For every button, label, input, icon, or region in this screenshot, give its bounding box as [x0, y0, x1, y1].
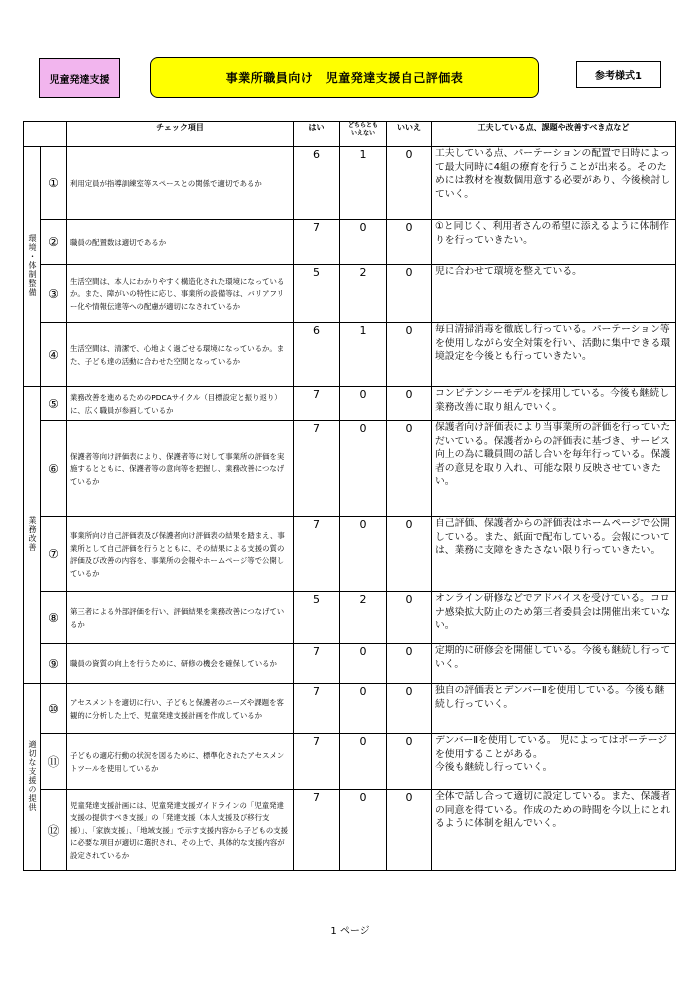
- row-number: ⑨: [41, 644, 67, 684]
- check-item-text: 児童発達支援計画には、児童発達支援ガイドラインの「児童発達支援の提供すべき支援」の「発達支援（本人支援及び移行支援）」、「家族支援」、「地域支援」で示す支援内容から子どもの支援に必要な項目が適切に選択され、その上で、具体的な支援内容が設定されているか: [67, 790, 294, 871]
- improvement-note: 定期的に研修会を開催している。今後も継続し行っていく。: [432, 644, 676, 684]
- either-count: 2: [340, 265, 387, 323]
- yes-count: 6: [294, 323, 340, 387]
- yes-count: 6: [294, 147, 340, 220]
- table-row: [24, 644, 676, 684]
- row-number: ⑦: [41, 517, 67, 592]
- no-count: 0: [387, 220, 432, 265]
- yes-count: 7: [294, 790, 340, 871]
- reference-form-label: 参考様式1: [576, 61, 661, 88]
- header-check-item: チェック項目: [67, 122, 294, 147]
- no-count: 0: [387, 147, 432, 220]
- row-number: ⑥: [41, 421, 67, 517]
- header-notes: 工夫している点、課題や改善すべき点など: [432, 122, 676, 147]
- category-environment: 環境・体制整備: [24, 147, 41, 387]
- header-row: [24, 122, 676, 147]
- either-count: 0: [340, 734, 387, 790]
- yes-count: 7: [294, 644, 340, 684]
- check-item-text: 生活空間は、清潔で、心地よく過ごせる環境になっているか。また、子ども達の活動に合わせた空間となっているか: [67, 323, 294, 387]
- check-item-text: 生活空間は、本人にわかりやすく構造化された環境になっているか。また、障がいの特性に応じ、事業所の設備等は、バリアフリー化や情報伝達等への配慮が適切になされているか: [67, 265, 294, 323]
- yes-count: 7: [294, 220, 340, 265]
- category-business-improvement: 業務改善: [24, 387, 41, 684]
- no-count: 0: [387, 265, 432, 323]
- table-row: [24, 517, 676, 592]
- row-number: ②: [41, 220, 67, 265]
- either-count: 0: [340, 684, 387, 734]
- no-count: 0: [387, 734, 432, 790]
- improvement-note: コンピテンシーモデルを採用している。今後も継続し業務改善に取り組んでいく。: [432, 387, 676, 421]
- improvement-note: オンライン研修などでアドバイスを受けている。コロナ感染拡大防止のため第三者委員会は開催出来ていない。: [432, 592, 676, 644]
- no-count: 0: [387, 684, 432, 734]
- no-count: 0: [387, 517, 432, 592]
- either-count: 1: [340, 323, 387, 387]
- check-item-text: 利用定員が指導訓練室等スペースとの関係で適切であるか: [67, 147, 294, 220]
- document-title: 事業所職員向け 児童発達支援自己評価表: [150, 57, 539, 98]
- no-count: 0: [387, 790, 432, 871]
- no-count: 0: [387, 421, 432, 517]
- yes-count: 5: [294, 592, 340, 644]
- yes-count: 5: [294, 265, 340, 323]
- table-row: [24, 734, 676, 790]
- improvement-note: 工夫している点、パーテーションの配置で日時によって最大同時に4組の療育を行うことが出来る。そのためには教材を複数個用意する必要があり、今後検討していく。: [432, 147, 676, 220]
- check-item-text: 職員の配置数は適切であるか: [67, 220, 294, 265]
- no-count: 0: [387, 387, 432, 421]
- check-item-text: 第三者による外部評価を行い、評価結果を業務改善につなげているか: [67, 592, 294, 644]
- row-number: ⑩: [41, 684, 67, 734]
- check-item-text: 子どもの適応行動の状況を図るために、標準化されたアセスメントツールを使用しているか: [67, 734, 294, 790]
- table-row: [24, 684, 676, 734]
- either-count: 0: [340, 644, 387, 684]
- yes-count: 7: [294, 421, 340, 517]
- either-count: 0: [340, 790, 387, 871]
- table-row: [24, 790, 676, 871]
- header-yes: はい: [294, 122, 340, 147]
- page-number: 1 ページ: [330, 926, 370, 937]
- check-item-text: 保護者等向け評価表により、保護者等に対して事業所の評価を実施するとともに、保護者等の意向等を把握し、業務改善につなげているか: [67, 421, 294, 517]
- no-count: 0: [387, 644, 432, 684]
- table-row: [24, 592, 676, 644]
- row-number: ④: [41, 323, 67, 387]
- table-row: [24, 323, 676, 387]
- improvement-note: 毎日清掃消毒を徹底し行っている。パーテーション等を使用しながら安全対策を行い、活動に集中できる環境設定を今後とも行っていきたい。: [432, 323, 676, 387]
- improvement-note: 自己評価、保護者からの評価表はホームページで公開している。また、紙面で配布している。会報については、業務に支障をきたさない限り行っていきたい。: [432, 517, 676, 592]
- either-count: 0: [340, 517, 387, 592]
- either-count: 0: [340, 220, 387, 265]
- table-row: [24, 421, 676, 517]
- row-number: ⑫: [41, 790, 67, 871]
- row-number: ⑤: [41, 387, 67, 421]
- yes-count: 7: [294, 684, 340, 734]
- improvement-note: 保護者向け評価表により当事業所の評価を行っていただいている。保護者からの評価表に基づき、サービス向上の為に職員間の話し合いを毎年行っている。保護者の意見を取り入れ、可能な限り反映させていきたい。: [432, 421, 676, 517]
- table-row: [24, 220, 676, 265]
- row-number: ①: [41, 147, 67, 220]
- header-blank-cell: [24, 122, 67, 147]
- check-item-text: 職員の資質の向上を行うために、研修の機会を確保しているか: [67, 644, 294, 684]
- yes-count: 7: [294, 387, 340, 421]
- row-number: ⑪: [41, 734, 67, 790]
- improvement-note: デンバーⅡを使用している。 児によってはポーテージを使用することがある。 今後も継続し行っていく。: [432, 734, 676, 790]
- no-count: 0: [387, 323, 432, 387]
- either-count: 2: [340, 592, 387, 644]
- improvement-note: ①と同じく、利用者さんの希望に添えるように体制作りを行っていきたい。: [432, 220, 676, 265]
- either-count: 1: [340, 147, 387, 220]
- improvement-note: 児に合わせて環境を整えている。: [432, 265, 676, 323]
- header-no: いいえ: [387, 122, 432, 147]
- yes-count: 7: [294, 517, 340, 592]
- table-row: [24, 387, 676, 421]
- row-number: ③: [41, 265, 67, 323]
- header-either: どちらとも いえない: [340, 122, 387, 147]
- table-row: [24, 265, 676, 323]
- check-item-text: 業務改善を進めるためのPDCAサイクル（目標設定と振り返り）に、広く職員が参画しているか: [67, 387, 294, 421]
- service-type-tag: 児童発達支援: [39, 58, 120, 98]
- improvement-note: 独自の評価表とデンバーⅡを使用している。今後も継続し行っていく。: [432, 684, 676, 734]
- yes-count: 7: [294, 734, 340, 790]
- improvement-note: 全体で話し合って適切に設定している。また、保護者の同意を得ている。作成のための時間を今以上にとれるように体制を組んでいく。: [432, 790, 676, 871]
- no-count: 0: [387, 592, 432, 644]
- check-item-text: アセスメントを適切に行い、子どもと保護者のニーズや課題を客観的に分析した上で、児童発達支援計画を作成しているか: [67, 684, 294, 734]
- self-evaluation-table: [23, 121, 676, 871]
- category-appropriate-support: 適切な支援の提供: [24, 684, 41, 871]
- either-count: 0: [340, 387, 387, 421]
- row-number: ⑧: [41, 592, 67, 644]
- table-row: [24, 147, 676, 220]
- check-item-text: 事業所向け自己評価表及び保護者向け評価表の結果を踏まえ、事業所として自己評価を行うとともに、その結果による支援の質の評価及び改善の内容を、事業所の会報やホームページ等で公開しているか: [67, 517, 294, 592]
- either-count: 0: [340, 421, 387, 517]
